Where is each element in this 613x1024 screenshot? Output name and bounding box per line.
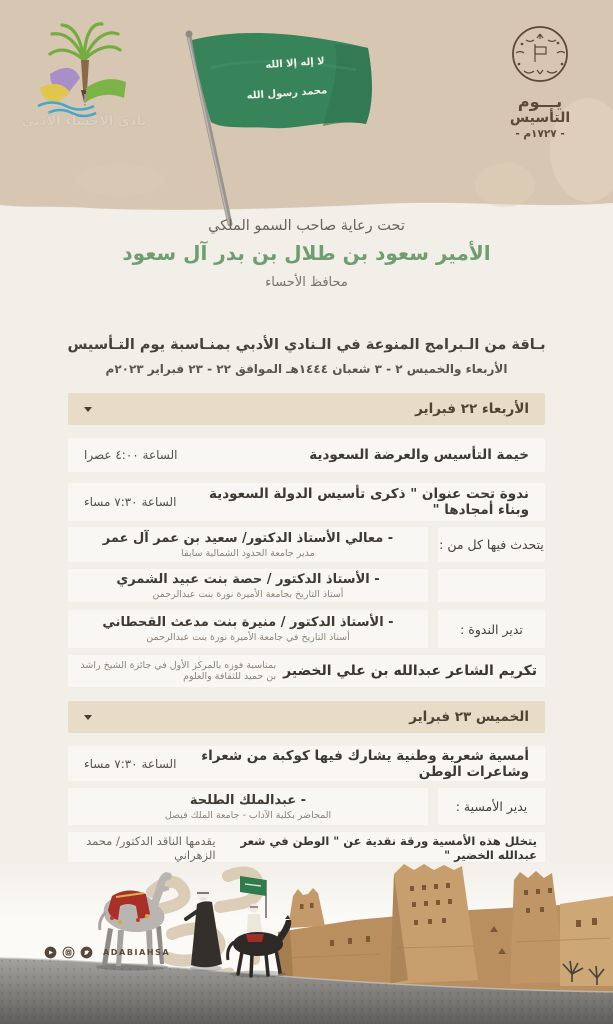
evening-moderator-role: المحاضر بكلية الآداب - جامعة الملك فيصل xyxy=(164,809,332,821)
speaker-role: مدير جامعة الحدود الشمالية سابقا xyxy=(181,547,315,559)
day1-title: الأربعاء ٢٢ فبراير xyxy=(415,401,529,417)
schedule xyxy=(68,393,545,864)
twitter-icon[interactable] xyxy=(80,946,93,959)
speakers-label xyxy=(438,527,545,562)
event-row-symposium xyxy=(68,483,545,521)
founding-day-year: - ١٧٢٧م - xyxy=(515,128,565,141)
social-handle[interactable]: ADABIAHSA xyxy=(103,948,171,957)
founding-day-word2: التأسيس xyxy=(509,110,571,126)
honoring-row xyxy=(68,655,545,687)
critical-paper-presenter: يقدمها الناقد الدكتور/ محمد الزهراني xyxy=(86,834,216,862)
moderator-label xyxy=(438,610,545,648)
moderator-card xyxy=(68,610,428,648)
speaker-card xyxy=(68,527,428,562)
club-logo-caption: نادي الأحساء الأدبي xyxy=(21,114,147,129)
speaker-role: أستاذ التاريخ بجامعة الأميرة نورة بنت عبدالرحمن xyxy=(152,588,344,600)
club-logo-art xyxy=(20,18,148,118)
event-time: الساعة ٤:٠٠ عصرا xyxy=(84,448,178,462)
program-dates: الأربعاء والخميس ٢ - ٣ شعبان ١٤٤٤هـ الموافق ٢٢ - ٢٣ فبراير ٢٠٢٣م xyxy=(105,362,508,376)
evening-moderator-label xyxy=(438,788,545,825)
event-text: خيمة التأسيس والعرضة السعودية xyxy=(309,447,529,463)
event-text: ندوة تحت عنوان " ذكرى تأسيس الدولة السعودية وبناء أمجادها " xyxy=(209,486,529,518)
honoring-note: بمناسبة فوزه بالمركز الأول في جائزة الشيخ راشد بن حميد للثقافة والعلوم xyxy=(80,660,277,682)
event-time: الساعة ٧:٣٠ مساء xyxy=(84,495,177,509)
instagram-icon[interactable] xyxy=(62,946,75,959)
moderator-row-day1 xyxy=(68,610,545,648)
day2-title: الخميس ٢٣ فبراير xyxy=(409,709,529,725)
speakers-label-text: يتحدث فيها كل من : xyxy=(439,537,544,552)
bottom-scene xyxy=(0,862,613,1024)
social-links xyxy=(44,946,170,959)
patronage-block xyxy=(0,218,613,290)
speaker-name: - معالي الأستاذ الدكتور/ سعيد بن عمر آل عمر xyxy=(102,530,394,546)
speaker-name: - الأستاذ الدكتور / حصة بنت عبيد الشمري xyxy=(116,571,380,587)
speakers-row-2 xyxy=(68,569,545,602)
chevron-down-icon xyxy=(84,407,92,412)
evening-moderator-name: - عبدالملك الطلحة xyxy=(189,792,307,808)
founding-day-logo xyxy=(486,24,594,140)
event-time: الساعة ٧:٣٠ مساء xyxy=(84,756,177,771)
honoring-title: تكريم الشاعر عبدالله بن علي الخضير xyxy=(283,663,537,679)
chevron-down-icon xyxy=(84,715,92,720)
intro-block xyxy=(0,337,613,376)
day1-header-bar[interactable] xyxy=(68,393,545,425)
critical-paper-title: يتخلل هذه الأمسية ورقة نقدية عن " الوطن في شعر عبدالله الخضير " xyxy=(240,834,537,862)
evening-moderator-card xyxy=(68,788,428,825)
patronage-line: تحت رعاية صاحب السمو الملكي xyxy=(208,218,405,234)
speakers-label-spacer xyxy=(438,569,545,602)
prince-name: الأمير سعود بن طلال بن بدر آل سعود xyxy=(122,241,491,265)
flag-shahada-line1: لا إله إلا الله xyxy=(265,55,325,72)
moderator-name: - الأستاذ الدكتور / منيرة بنت مدعث القحطاني xyxy=(102,615,394,630)
youtube-icon[interactable] xyxy=(44,946,57,959)
moderator-label-text: تدير الندوة : xyxy=(460,621,523,637)
ahsa-literary-club-logo xyxy=(20,18,148,148)
founding-day-seal xyxy=(486,24,594,86)
critical-paper-row xyxy=(68,832,545,864)
founding-day-word1: يـــوم xyxy=(517,92,563,111)
flag-shahada-line2: محمد رسول الله xyxy=(246,85,328,102)
program-title: بـاقة من الـبرامج المنوعة في الـنادي الأدبي بمنـاسبة يوم التـأسيس xyxy=(67,337,546,353)
top-band xyxy=(0,0,613,232)
event-row-tent xyxy=(68,438,545,472)
day2-header-bar[interactable] xyxy=(68,701,545,733)
saudi-flag xyxy=(178,26,390,228)
moderator-row-day2 xyxy=(68,788,545,825)
event-row-poetry-evening xyxy=(68,746,545,781)
moderator-role: أستاذ التاريخ في جامعة الأميرة نورة بنت عبدالرحمن xyxy=(146,632,350,643)
speakers-row-1 xyxy=(68,527,545,562)
evening-moderator-label-text: يدير الأمسية : xyxy=(455,799,528,814)
event-text: أمسية شعرية وطنية يشارك فيها كوكبة من شعراء وشاعرات الوطن xyxy=(201,747,529,780)
governor-title: محافظ الأحساء xyxy=(265,275,348,290)
speaker-card xyxy=(68,569,428,602)
